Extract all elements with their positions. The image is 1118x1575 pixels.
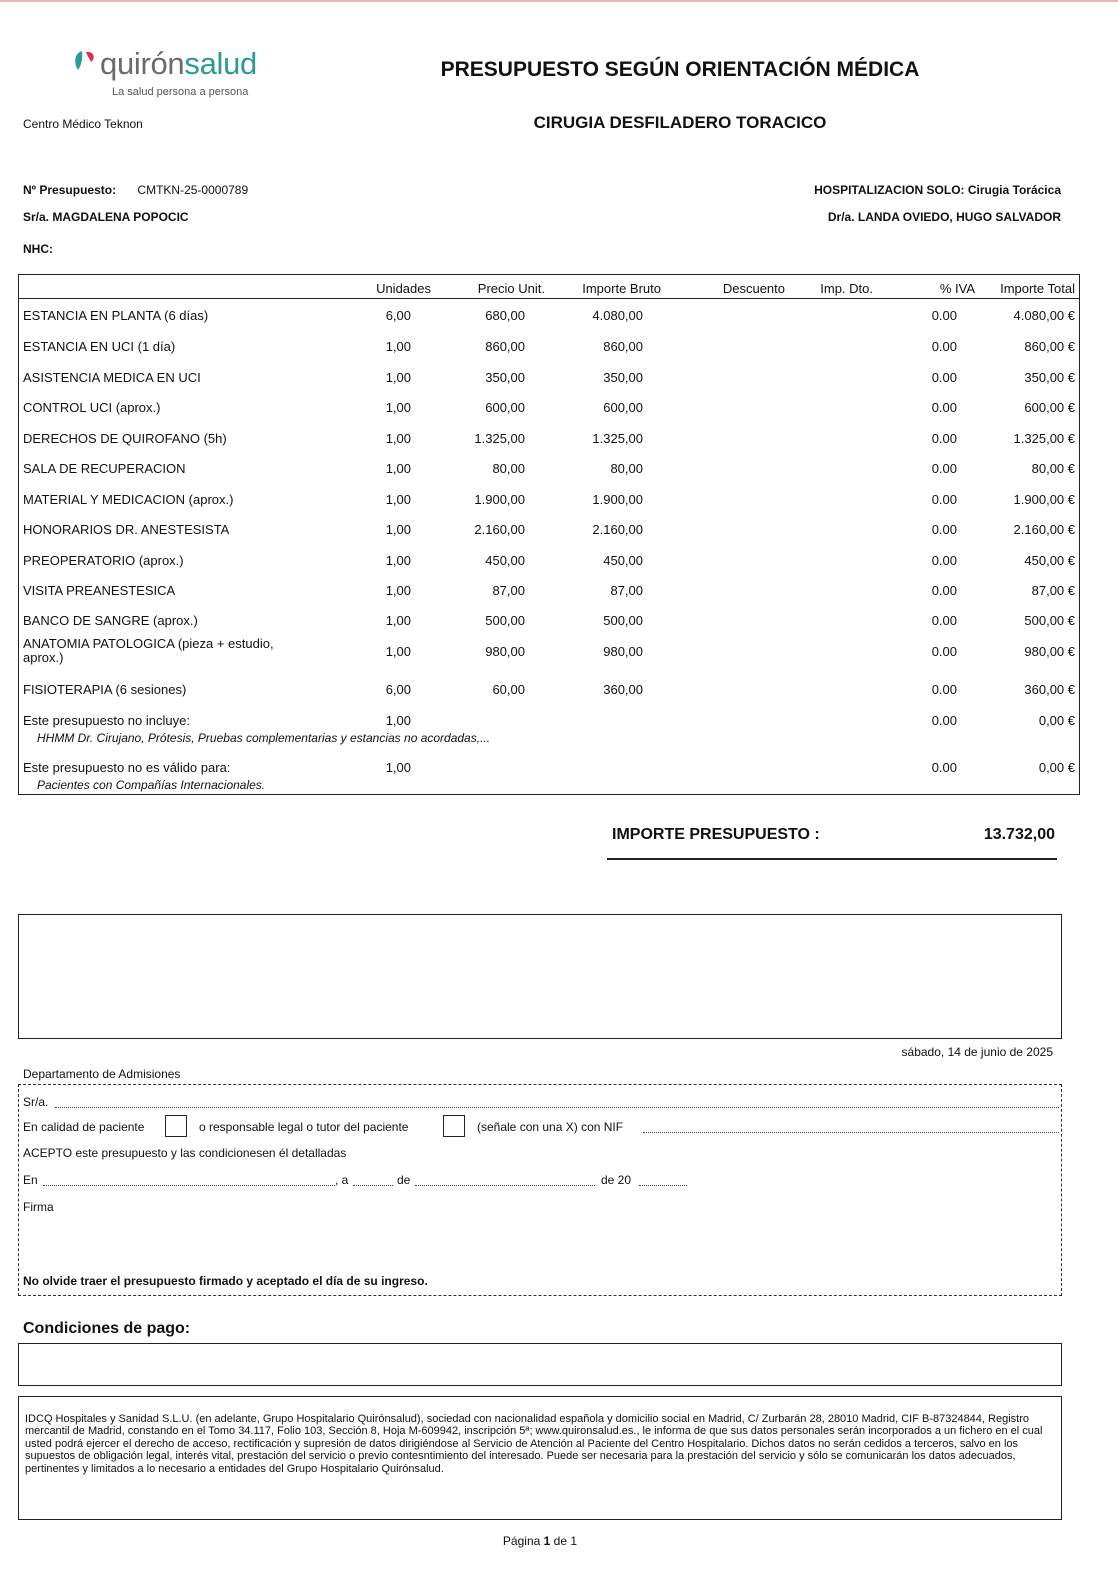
row-gross-amount: 980,00: [603, 644, 643, 659]
row-unit-price: 87,00: [492, 583, 525, 598]
row-total: 0,00 €: [1038, 760, 1075, 775]
page-total: 1: [570, 1534, 578, 1548]
patient-name: Sr/a. MAGDALENA POPOCIC: [23, 210, 189, 224]
row-vat: 0.00: [931, 583, 957, 598]
row-total: 4.080,00 €: [1013, 308, 1075, 323]
table-row: [19, 576, 1079, 606]
row-unit-price: 680,00: [485, 308, 525, 323]
column-header-vat: % IVA: [939, 281, 975, 296]
acceptance-form: [18, 1084, 1062, 1296]
budget-number-field: [23, 183, 248, 197]
row-concept: MATERIAL Y MEDICACION (aprox.): [23, 492, 234, 507]
row-gross-amount: 1.325,00: [592, 431, 643, 446]
table-row: [19, 753, 1079, 792]
row-concept: VISITA PREANESTESICA: [23, 583, 176, 598]
row-unit-price: 1.325,00: [474, 431, 525, 446]
medical-center-name: Centro Médico Teknon: [23, 117, 143, 131]
row-units: 1,00: [385, 431, 411, 446]
place-field[interactable]: [43, 1185, 335, 1186]
row-vat: 0.00: [931, 370, 957, 385]
row-units: 1,00: [385, 613, 411, 628]
patient-checkbox[interactable]: [165, 1115, 187, 1137]
column-header-gross-amount: Importe Bruto: [582, 281, 661, 296]
row-unit-price: 980,00: [485, 644, 525, 659]
row-units: 1,00: [385, 644, 411, 659]
row-total: 350,00 €: [1024, 370, 1075, 385]
row-vat: 0.00: [931, 553, 957, 568]
row-concept: ESTANCIA EN PLANTA (6 días): [23, 308, 209, 323]
row-gross-amount: 860,00: [603, 339, 643, 354]
row-vat: 0.00: [931, 308, 957, 323]
page-top-border: [0, 0, 1118, 2]
signature-area[interactable]: [59, 1217, 459, 1267]
year-field[interactable]: [639, 1185, 687, 1186]
row-unit-price: 450,00: [485, 553, 525, 568]
payment-conditions-box: [18, 1343, 1062, 1386]
bring-signed-reminder: No olvide traer el presupuesto firmado y aceptado el día de su ingreso.: [23, 1274, 428, 1288]
table-row: [19, 332, 1079, 362]
row-unit-price: 60,00: [492, 682, 525, 697]
row-concept: SALA DE RECUPERACION: [23, 461, 186, 476]
row-gross-amount: 500,00: [603, 613, 643, 628]
row-total: 87,00 €: [1031, 583, 1075, 598]
row-total: 980,00 €: [1024, 644, 1075, 659]
row-concept-continued: aprox.): [23, 650, 64, 665]
sr-label: Sr/a.: [23, 1095, 49, 1109]
row-units: 1,00: [385, 522, 411, 537]
signature-label: Firma: [23, 1200, 54, 1214]
legal-guardian-checkbox[interactable]: [443, 1115, 465, 1137]
document-title: PRESUPUESTO SEGÚN ORIENTACIÓN MÉDICA: [440, 58, 920, 81]
row-units: 1,00: [385, 553, 411, 568]
table-row: [19, 637, 1079, 667]
row-gross-amount: 1.900,00: [592, 492, 643, 507]
row-total: 360,00 €: [1024, 682, 1075, 697]
row-vat: 0.00: [931, 492, 957, 507]
row-units: 1,00: [385, 461, 411, 476]
row-concept: BANCO DE SANGRE (aprox.): [23, 613, 198, 628]
row-total: 2.160,00 €: [1013, 522, 1075, 537]
row-vat: 0.00: [931, 461, 957, 476]
row-units: 1,00: [385, 760, 411, 775]
page-number: Página 1 de 1: [502, 1534, 578, 1548]
row-concept: CONTROL UCI (aprox.): [23, 400, 161, 415]
row-gross-amount: 600,00: [603, 400, 643, 415]
row-total: 450,00 €: [1024, 553, 1075, 568]
quironsalud-logo: [72, 44, 272, 104]
hospitalization-type: HOSPITALIZACION SOLO: Cirugia Torácica: [814, 183, 1061, 197]
row-concept: Este presupuesto no incluye:: [23, 713, 190, 728]
row-gross-amount: 350,00: [603, 370, 643, 385]
row-gross-amount: 2.160,00: [592, 522, 643, 537]
row-units: 1,00: [385, 339, 411, 354]
budget-items-table: [18, 274, 1080, 795]
year-label: de 20: [601, 1173, 632, 1187]
name-field[interactable]: [55, 1107, 1059, 1108]
row-vat: 0.00: [931, 682, 957, 697]
row-vat: 0.00: [931, 400, 957, 415]
row-concept: ANATOMIA PATOLOGICA (pieza + estudio,: [23, 636, 274, 651]
table-row: [19, 515, 1079, 545]
row-units: 1,00: [385, 583, 411, 598]
table-row: [19, 424, 1079, 454]
row-concept: HONORARIOS DR. ANESTESISTA: [23, 522, 230, 537]
budget-total-label: IMPORTE PRESUPUESTO :: [612, 826, 820, 843]
mark-x-nif-label: (señale con una X) con NIF: [477, 1120, 624, 1134]
row-units: 1,00: [385, 400, 411, 415]
row-concept: ASISTENCIA MEDICA EN UCI: [23, 370, 201, 385]
row-total: 500,00 €: [1024, 613, 1075, 628]
legal-guardian-label: o responsable legal o tutor del paciente: [199, 1120, 409, 1134]
table-row: [19, 393, 1079, 423]
page-current: 1: [543, 1534, 551, 1548]
table-header-divider: [19, 298, 1079, 299]
payment-conditions-title: Condiciones de pago:: [23, 1320, 191, 1337]
row-unit-price: 600,00: [485, 400, 525, 415]
row-concept: DERECHOS DE QUIROFANO (5h): [23, 431, 227, 446]
day-field[interactable]: [353, 1185, 393, 1186]
nhc-label: NHC:: [23, 242, 53, 256]
day-label: , a: [335, 1173, 349, 1187]
as-patient-label: En calidad de paciente: [23, 1120, 145, 1134]
row-total: 1.900,00 €: [1013, 492, 1075, 507]
row-gross-amount: 450,00: [603, 553, 643, 568]
row-total: 80,00 €: [1031, 461, 1075, 476]
row-vat: 0.00: [931, 760, 957, 775]
logo-wordmark: [100, 46, 257, 82]
logo-wordmark-part1: quirón: [100, 46, 185, 81]
budget-total-value: 13.732,00: [983, 826, 1055, 843]
column-header-units: Unidades: [376, 281, 431, 296]
column-header-total: Importe Total: [1000, 281, 1075, 296]
month-label: de: [397, 1173, 411, 1187]
place-label: En: [23, 1173, 38, 1187]
table-row: [19, 606, 1079, 636]
table-row: [19, 454, 1079, 484]
row-gross-amount: 4.080,00: [592, 308, 643, 323]
logo-tagline: La salud persona a persona: [112, 86, 249, 98]
notes-box: [18, 914, 1062, 1039]
row-concept: ESTANCIA EN UCI (1 día): [23, 339, 176, 354]
row-units: 6,00: [385, 308, 411, 323]
row-vat: 0.00: [931, 522, 957, 537]
budget-number-label: Nº Presupuesto:: [23, 183, 117, 197]
column-header-discount-amount: Imp. Dto.: [820, 281, 873, 296]
table-row: [19, 546, 1079, 576]
row-vat: 0.00: [931, 431, 957, 446]
row-gross-amount: 80,00: [610, 461, 643, 476]
row-total: 0,00 €: [1038, 713, 1075, 728]
row-gross-amount: 360,00: [603, 682, 643, 697]
table-row: [19, 301, 1079, 331]
row-units: 1,00: [385, 713, 411, 728]
budget-number-value: CMTKN-25-0000789: [137, 183, 249, 197]
row-unit-price: 2.160,00: [474, 522, 525, 537]
table-row: [19, 706, 1079, 745]
row-vat: 0.00: [931, 613, 957, 628]
logo-wordmark-part2: salud: [184, 46, 257, 81]
row-unit-price: 1.900,00: [474, 492, 525, 507]
row-unit-price: 80,00: [492, 461, 525, 476]
row-concept: PREOPERATORIO (aprox.): [23, 553, 184, 568]
department-label: Departamento de Admisiones: [23, 1067, 181, 1081]
column-header-unit-price: Precio Unit.: [477, 281, 545, 296]
doctor-name: Dr/a. LANDA OVIEDO, HUGO SALVADOR: [827, 210, 1061, 224]
row-vat: 0.00: [931, 339, 957, 354]
legal-notice-box: [18, 1396, 1062, 1520]
legal-notice-text: IDCQ Hospitales y Sanidad S.L.U. (en adelante, Grupo Hospitalario Quirónsalud), sociedad con nacionalidad española y domicilio social en Madrid, C/ Zurbarán 28, 28010 Madrid, CIF B-87324844, Registro mercantil de Madrid, constando en el Tomo 34.117, Folio 103, Sección 8, Hoja M-609942, inscripción 5ª; www.quironsalud.es., le informa de que sus datos personales serán incorporados a un fichero en el cual usted podrá ejercer el derecho de acceso, rectificación y supresión de datos dirigiéndose al Servicio de Atención al Paciente del Centro Hospitalario. Dichos datos no serán cedidos a terceros, salvo en los supuestos de obligación legal, interés vital, prestación del servicio o previo contesntimiento del interesado. Puede ser necesaria para la prestación del servicio y sólo se comunicarán los datos adecuados, pertinentes y limitados a lo necesario a entidades del Grupo Hospitalario Quirónsalud.: [25, 1413, 1043, 1475]
row-units: 1,00: [385, 492, 411, 507]
row-vat: 0.00: [931, 713, 957, 728]
row-total: 600,00 €: [1024, 400, 1075, 415]
row-gross-amount: 87,00: [610, 583, 643, 598]
logo-mark-icon: [72, 48, 98, 74]
total-underline: [607, 858, 1057, 860]
row-concept: Este presupuesto no es válido para:: [23, 760, 231, 775]
month-field[interactable]: [415, 1185, 595, 1186]
nif-field[interactable]: [643, 1132, 1059, 1133]
table-row: [19, 485, 1079, 515]
row-total: 860,00 €: [1024, 339, 1075, 354]
table-row: [19, 675, 1079, 705]
row-units: 6,00: [385, 682, 411, 697]
row-unit-price: 860,00: [485, 339, 525, 354]
column-header-discount: Descuento: [722, 281, 785, 296]
row-unit-price: 500,00: [485, 613, 525, 628]
row-note: HHMM Dr. Cirujano, Prótesis, Pruebas complementarias y estancias no acordadas,...: [37, 731, 491, 745]
row-total: 1.325,00 €: [1013, 431, 1075, 446]
row-units: 1,00: [385, 370, 411, 385]
accept-statement: ACEPTO este presupuesto y las condicionesen él detalladas: [23, 1146, 347, 1160]
row-note: Pacientes con Compañías Internacionales.: [37, 778, 266, 792]
row-vat: 0.00: [931, 644, 957, 659]
table-row: [19, 363, 1079, 393]
document-subtitle: CIRUGIA DESFILADERO TORACICO: [533, 113, 827, 132]
document-date: sábado, 14 de junio de 2025: [901, 1045, 1053, 1059]
row-unit-price: 350,00: [485, 370, 525, 385]
row-concept: FISIOTERAPIA (6 sesiones): [23, 682, 187, 697]
